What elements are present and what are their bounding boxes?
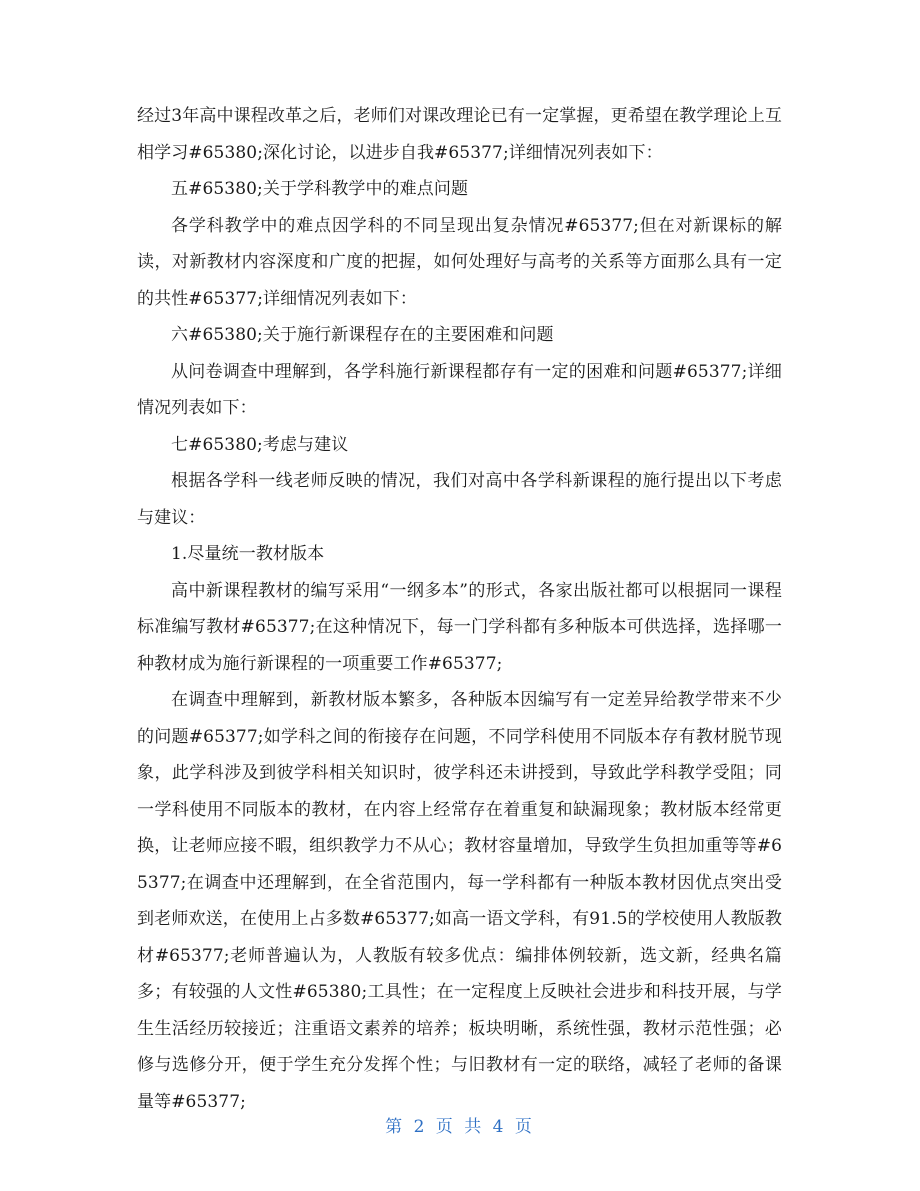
subheading-unify-textbooks: 1.尽量统一教材版本: [171, 544, 325, 564]
document-body: [137, 98, 782, 1120]
paragraph-textbook-versions: 高中新课程教材的编写采用“一纲多本”的形式，各家出版社都可以根据同一课程标准编写教材#65377;在这种情况下，每一门学科都有多种版本可供选择，选择哪一种教材成为施行新课程的一项重要工作#65377;: [137, 580, 782, 674]
section-heading-5: 五#65380;关于学科教学中的难点问题: [171, 179, 469, 199]
paragraph-survey-findings: 在调查中理解到，新教材版本繁多，各种版本因编写有一定差异给教学带来不少的问题#65377;如学科之间的衔接存在问题，不同学科使用不同版本存有教材脱节现象，此学科涉及到彼学科相关知识时，彼学科还未讲授到，导致此学科教学受阻；同一学科使用不同版本的教材，在内容上经常存在着重复和缺漏现象；教材版本经常更换，让老师应接不暇，组织教学力不从心；教材容量增加，导致学生负担加重等等#65377;在调查中还理解到，在全省范围内，每一学科都有一种版本教材因优点突出受到老师欢送，在使用上占多数#65377;如高一语文学科，有91.5的学校使用人教版教材#65377;老师普遍认为，人教版有较多优点：编排体例较新，选文新，经典名篇多；有较强的人文性#65380;工具性；在一定程度上反映社会进步和科技开展，与学生生活经历较接近；注重语文素养的培养；板块明晰，系统性强，教材示范性强；必修与选修分开，便于学生充分发挥个性；与旧教材有一定的联络，减轻了老师的备课量等#65377;: [137, 690, 782, 1112]
paragraph-intro: 经过3年高中课程改革之后，老师们对课改理论已有一定掌握，更希望在教学理论上互相学习#65380;深化讨论，以进步自我#65377;详细情况列表如下：: [137, 106, 782, 163]
paragraph-suggestions-intro: 根据各学科一线老师反映的情况，我们对高中各学科新课程的施行提出以下考虑与建议：: [137, 471, 782, 528]
paragraph-problems: 从问卷调查中理解到，各学科施行新课程都存有一定的困难和问题#65377;详细情况列表如下：: [137, 361, 782, 418]
paragraph-difficulties: 各学科教学中的难点因学科的不同呈现出复杂情况#65377;但在对新课标的解读，对新教材内容深度和广度的把握，如何处理好与高考的关系等方面那么具有一定的共性#65377;详细情况列表如下：: [137, 215, 782, 309]
page-number-footer: 第 2 页 共 4 页: [385, 1117, 535, 1137]
section-heading-7: 七#65380;考虑与建议: [171, 434, 349, 455]
section-heading-6: 六#65380;关于施行新课程存在的主要困难和问题: [171, 325, 554, 345]
